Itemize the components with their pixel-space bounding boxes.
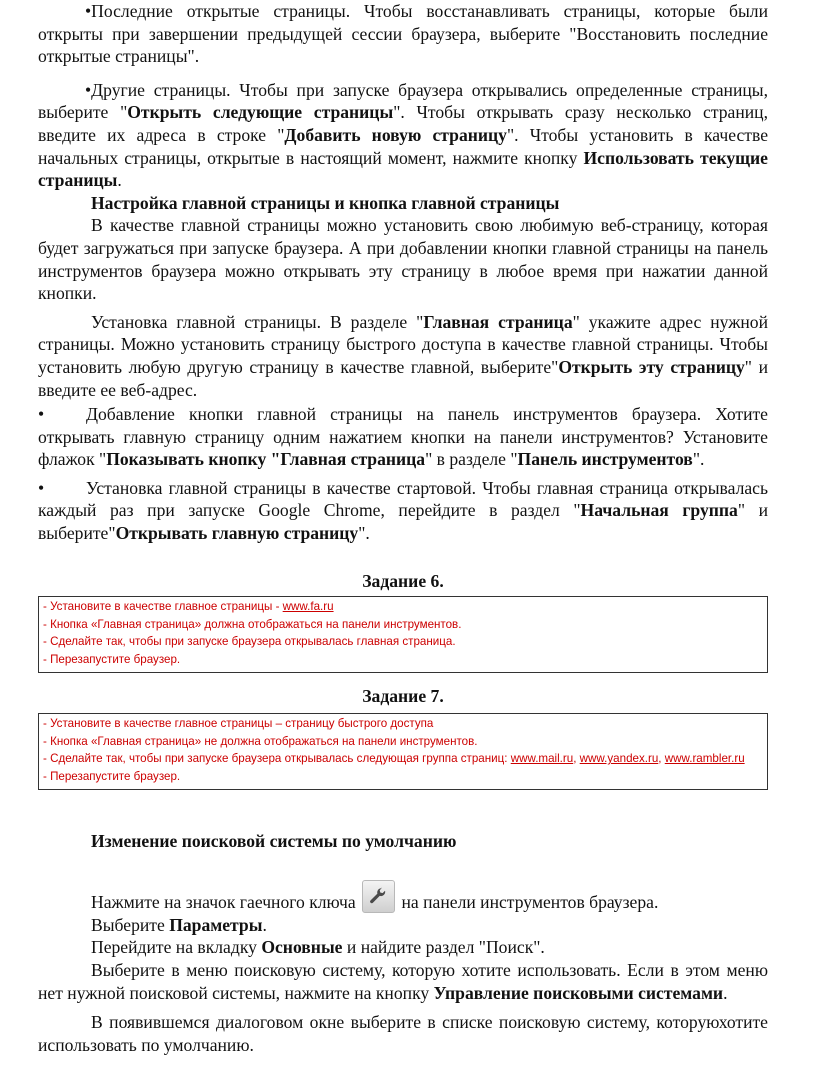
task7-line4: - Перезапустите браузер. <box>43 770 181 783</box>
link-yandex-ru[interactable]: www.yandex.ru <box>579 752 659 766</box>
bullet-dot: • <box>38 477 45 498</box>
search-step5: В появившемся диалоговом окне выберите в списке поисковую систему, которуюхотите использовать по умолчанию. <box>38 1012 768 1055</box>
task7-line2: - Кнопка «Главная страница» не должна отображаться на панели инструментов. <box>43 734 478 748</box>
bullet-last-pages: •Последние открытые страницы. Чтобы восстанавливать страницы, которые были открыты при завершении предыдущей сессии браузера, выберите "Восстановить последние открытые страницы". <box>38 1 768 67</box>
search-heading: Изменение поисковой системы по умолчанию <box>91 830 457 851</box>
bullet-other-pages: •Другие страницы. Чтобы при запуске браузера открывались определенные страницы, выберите "Открыть следующие страницы". Чтобы открывать сразу несколько страниц, введите их адреса в строке "Добавить новую страницу". Чтобы установить в качестве начальных страницы, открытые в настоящий момент, нажмите кнопку Использовать текущие страницы. <box>38 79 768 191</box>
homepage-heading: Настройка главной страницы и кнопка главной страницы <box>91 192 560 213</box>
task6-line2: - Кнопка «Главная страница» должна отображаться на панели инструментов. <box>43 617 462 631</box>
task7-box <box>38 713 768 789</box>
homepage-intro: В качестве главной страницы можно установить свою любимую веб-страницу, которая будет загружаться при запуске браузера. А при добавлении кнопки главной страницы на панель инструментов браузера можно открывать эту страницу в любое время при нажатии данной кнопки. <box>38 215 768 304</box>
search-step4: Выберите в меню поисковую систему, которую хотите использовать. Если в этом меню нет нужной поисковой системы, нажмите на кнопку Управление поисковыми системами. <box>38 959 768 1003</box>
task6-line4: - Перезапустите браузер. <box>43 653 181 667</box>
task6-box <box>38 596 768 672</box>
link-rambler-ru[interactable]: www.rambler.ru <box>664 752 745 766</box>
task6-line3: - Сделайте так, чтобы при запуске браузера открывалась главная страница. <box>43 635 456 649</box>
task7-title: Задание 7. <box>362 685 444 706</box>
bullet-dot: • <box>38 404 45 425</box>
task7-line3: - Сделайте так, чтобы при запуске браузера открывалась следующая группа страниц: www.mail.ru, www.yandex.ru, www.rambler.ru <box>43 752 745 766</box>
task7-line1: - Установите в качестве главное страницы – страницу быстрого доступа <box>43 717 434 731</box>
document-page <box>38 0 768 1056</box>
set-home-paragraph: Установка главной страницы. В разделе "Главная страница" укажите адрес нужной страницы. Можно установить страницу быстрого доступа в качестве главной страницы. Чтобы установить любую другую страницу в качестве главной, выберите"Открыть эту страницу" и введите ее веб-адрес. <box>38 311 768 400</box>
bullet-dot: • <box>85 1 92 21</box>
task6-line1: - Установите в качестве главное страницы - www.fa.ru <box>43 600 334 614</box>
search-step2: Выберите Параметры. <box>91 914 267 935</box>
link-mail-ru[interactable]: www.mail.ru <box>510 752 574 766</box>
task6-title: Задание 6. <box>362 570 444 591</box>
wrench-icon <box>362 880 395 913</box>
link-fa-ru[interactable]: www.fa.ru <box>282 600 334 614</box>
bullet-dot: • <box>85 79 92 100</box>
search-step3: Перейдите на вкладку Основные и найдите раздел "Поиск". <box>91 937 545 958</box>
search-step1: Нажмите на значок гаечного ключа на панели инструментов браузера. <box>38 880 768 914</box>
add-button-paragraph: • Добавление кнопки главной страницы на панель инструментов браузера. Хотите открывать главную страницу одним нажатием кнопки на панели инструментов? Установите флажок "Показывать кнопку "Главная страница" в разделе "Панель инструментов". <box>38 404 768 470</box>
startup-paragraph: • Установка главной страницы в качестве стартовой. Чтобы главная страница открывалась каждый раз при запуске Google Chrome, перейдите в раздел "Начальная группа" и выберите"Открывать главную страницу". <box>38 477 769 544</box>
